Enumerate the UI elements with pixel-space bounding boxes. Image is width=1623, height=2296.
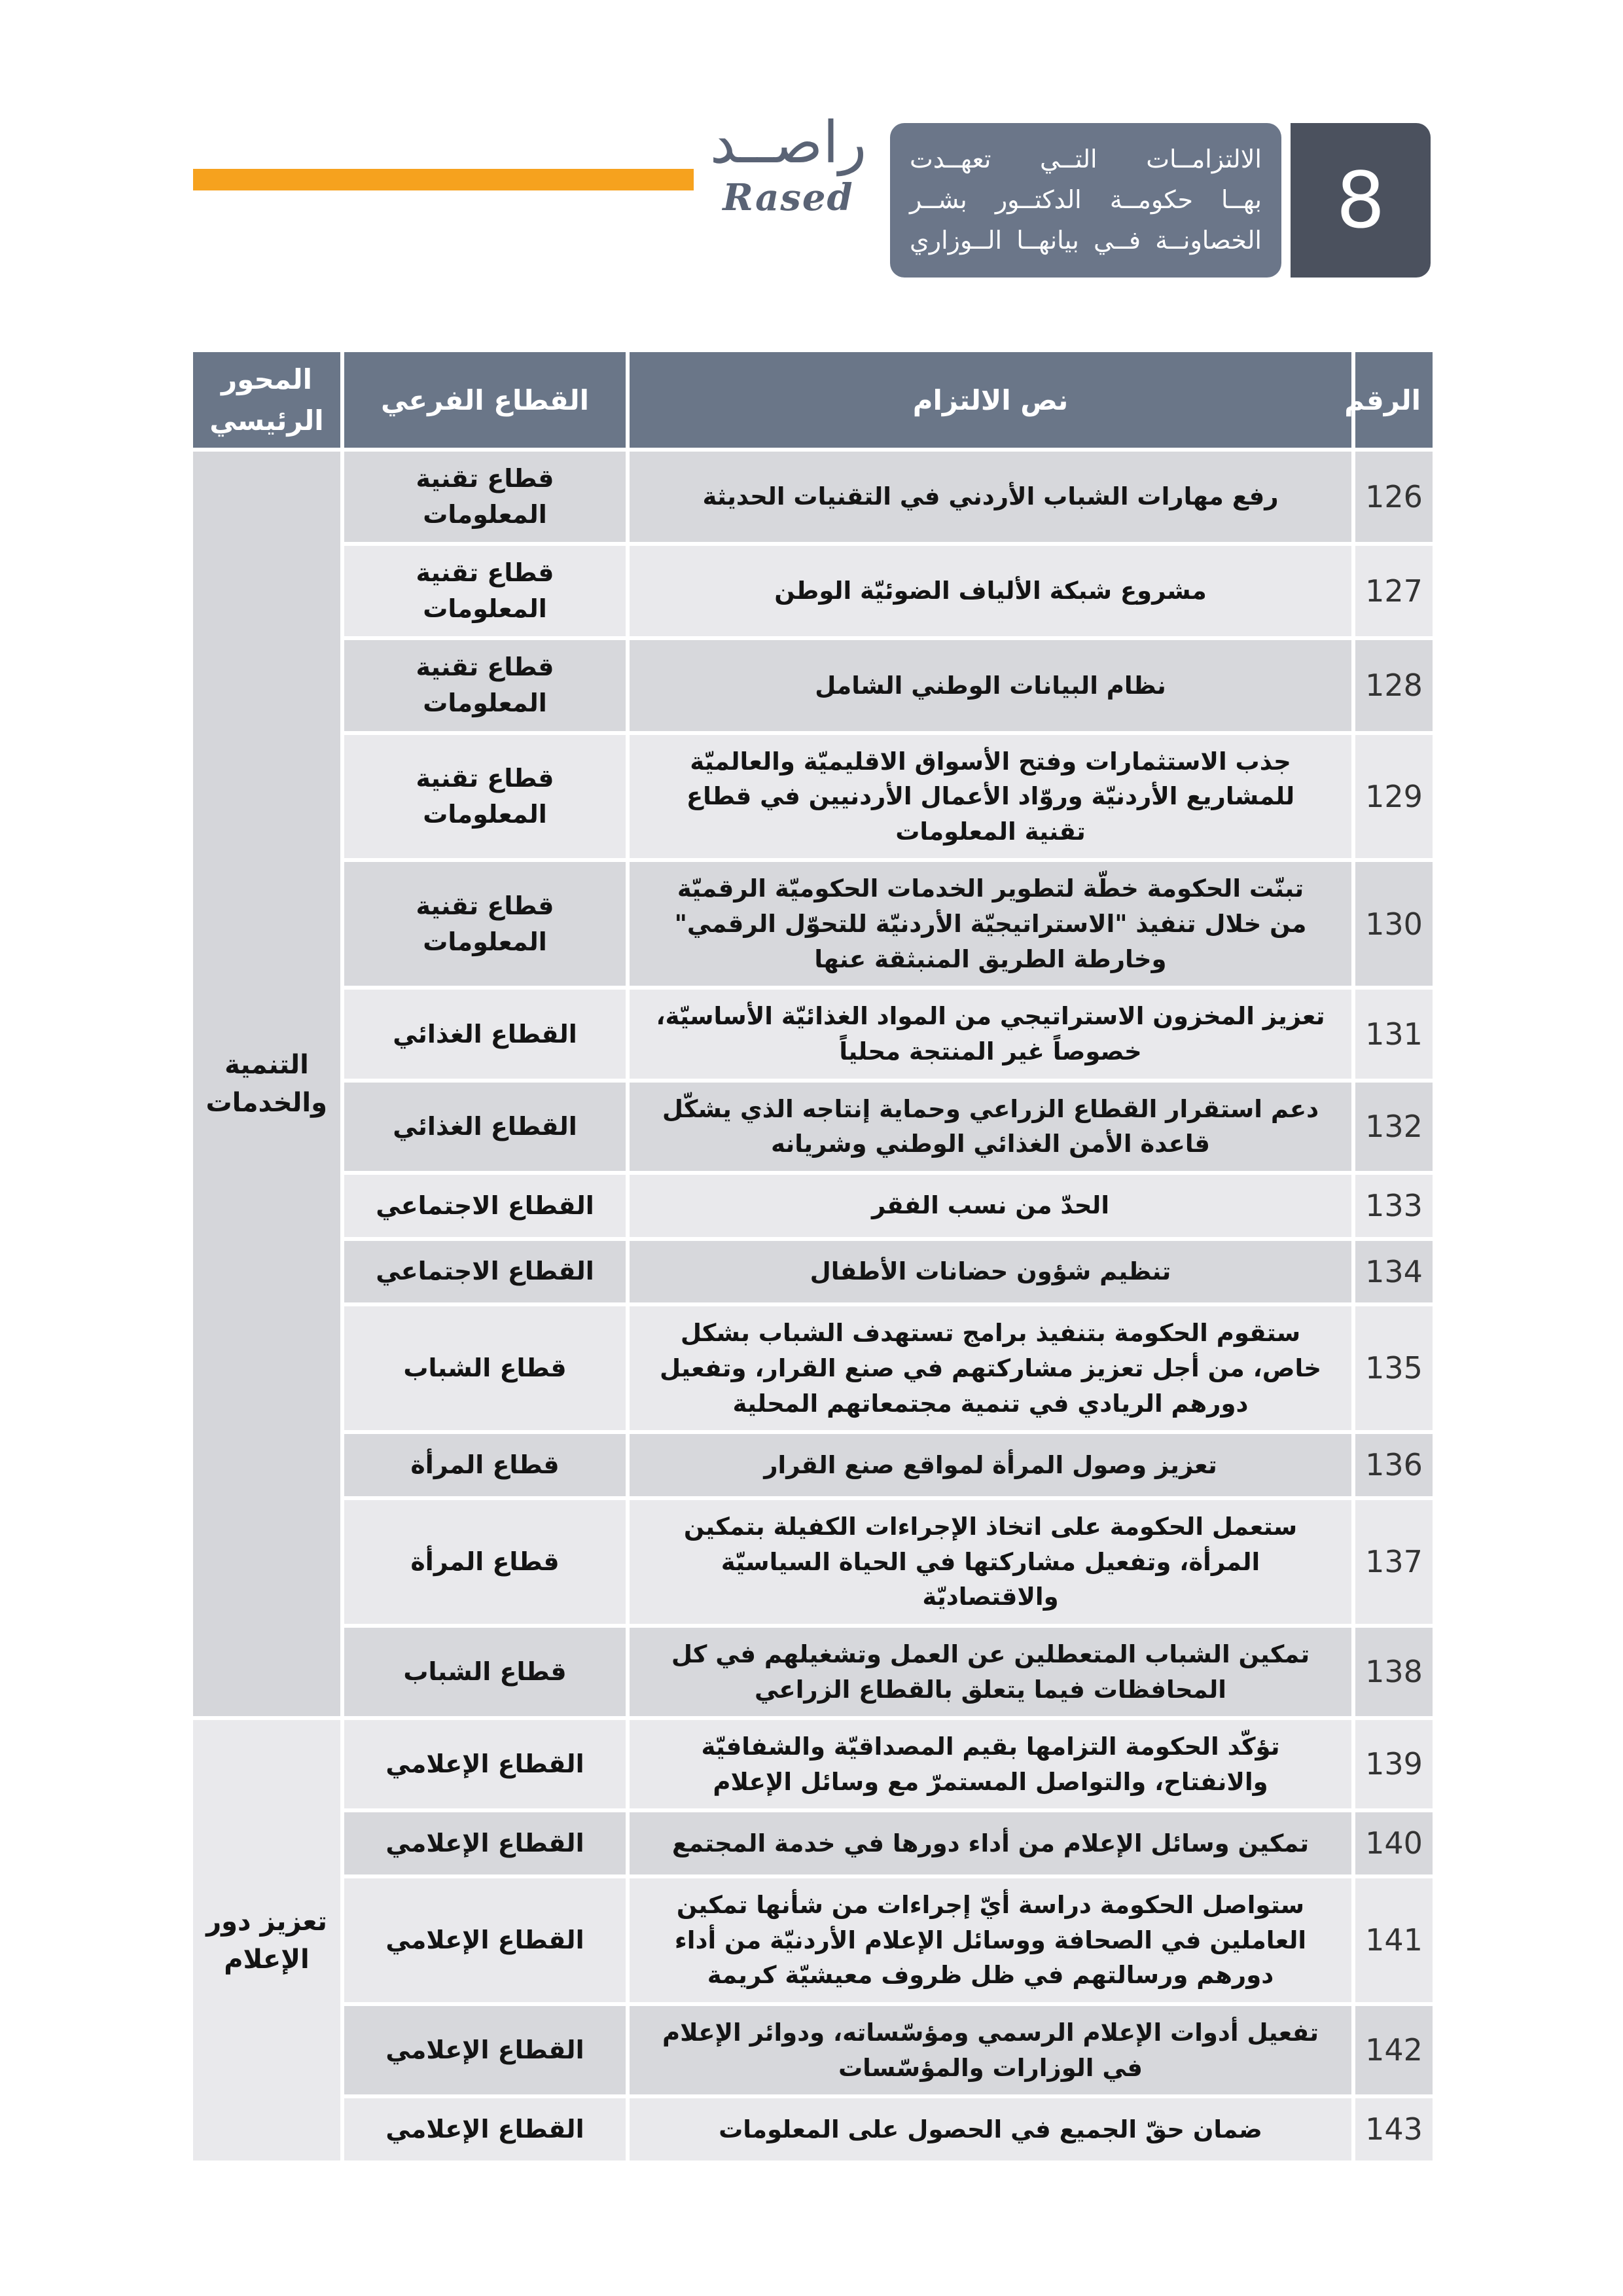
sub-sector-cell: قطاع تقنية المعلومات (344, 862, 626, 986)
title-line-3: الخصاونــة فــي بيانهــا الــوزاري (910, 225, 1262, 255)
row-number-cell: 134 (1355, 1241, 1433, 1303)
commitment-text-cell: تعزيز المخزون الاستراتيجي من المواد الغذائيّة الأساسيّة، خصوصاً غير المنتجة محلياً (630, 990, 1351, 1078)
sub-sector-cell: قطاع تقنية المعلومات (344, 735, 626, 859)
sub-sector-cell: قطاع تقنية المعلومات (344, 546, 626, 636)
table-row (193, 1500, 1433, 1624)
commitment-text-cell: ستعمل الحكومة على اتخاذ الإجراءات الكفيلة بتمكين المرأة، وتفعيل مشاركتها في الحياة السياسيّة والاقتصاديّة (630, 1500, 1351, 1624)
commitment-text-cell: مشروع شبكة الألياف الضوئيّة الوطن (630, 546, 1351, 636)
table-body (193, 452, 1433, 2161)
commitment-text-cell: تمكين وسائل الإعلام من أداء دورها في خدمة المجتمع (630, 1812, 1351, 1874)
row-number-cell: 132 (1355, 1083, 1433, 1171)
row-number-cell: 129 (1355, 735, 1433, 859)
sub-sector-cell: قطاع تقنية المعلومات (344, 640, 626, 730)
table-row (193, 546, 1433, 636)
row-number-cell: 138 (1355, 1628, 1433, 1716)
table-row (193, 1306, 1433, 1430)
row-number-cell: 143 (1355, 2098, 1433, 2161)
commitments-table (189, 348, 1436, 2164)
commitment-text-cell: ضمان حقّ الجميع في الحصول على المعلومات (630, 2098, 1351, 2161)
row-number-cell: 131 (1355, 990, 1433, 1078)
report-title-box (890, 123, 1281, 278)
title-line-1: الالتزامــات التــي تعهــدت (910, 145, 1262, 174)
table-row (193, 1720, 1433, 1808)
main-axis-cell: التنمية والخدمات (193, 452, 340, 1716)
sub-sector-cell: قطاع المرأة (344, 1500, 626, 1624)
sub-sector-cell: القطاع الإعلامي (344, 2006, 626, 2094)
table-row (193, 452, 1433, 542)
commitment-text-cell: نظام البيانات الوطني الشامل (630, 640, 1351, 730)
commitment-text-cell: دعم استقرار القطاع الزراعي وحماية إنتاجه الذي يشكّل قاعدة الأمن الغذائي الوطني وشريانه (630, 1083, 1351, 1171)
sub-sector-cell: القطاع الاجتماعي (344, 1175, 626, 1237)
row-number-cell: 128 (1355, 640, 1433, 730)
accent-bar (193, 169, 694, 190)
row-number-cell: 133 (1355, 1175, 1433, 1237)
commitment-text-cell: جذب الاستثمارات وفتح الأسواق الاقليميّة والعالميّة للمشاريع الأردنيّة وروّاد الأعمال الأردنيين في قطاع تقنية المعلومات (630, 735, 1351, 859)
sub-sector-cell: القطاع الإعلامي (344, 1878, 626, 2002)
rased-logo (695, 111, 882, 219)
row-number-cell: 127 (1355, 546, 1433, 636)
commitment-text-cell: رفع مهارات الشباب الأردني في التقنيات الحديثة (630, 452, 1351, 542)
row-number-cell: 137 (1355, 1500, 1433, 1624)
sub-sector-cell: القطاع الغذائي (344, 1083, 626, 1171)
table-header-row (193, 352, 1433, 448)
commitments-table-wrap (189, 348, 1434, 2164)
table-row (193, 1628, 1433, 1716)
row-number-cell: 141 (1355, 1878, 1433, 2002)
commitment-text-cell: الحدّ من نسب الفقر (630, 1175, 1351, 1237)
commitment-text-cell: تؤكّد الحكومة التزامها بقيم المصداقيّة والشفافيّة والانفتاح، والتواصل المستمرّ مع وسائل الإعلام (630, 1720, 1351, 1808)
main-axis-cell: تعزيز دور الإعلام (193, 1720, 340, 2161)
row-number-cell: 142 (1355, 2006, 1433, 2094)
table-row (193, 990, 1433, 1078)
sub-sector-cell: قطاع تقنية المعلومات (344, 452, 626, 542)
table-row (193, 2006, 1433, 2094)
table-row (193, 735, 1433, 859)
sub-sector-cell: القطاع الإعلامي (344, 2098, 626, 2161)
table-row (193, 1241, 1433, 1303)
column-header-commitment-text: نص الالتزام (630, 352, 1351, 448)
title-line-2: بهــا حكومــة الدكتــور بشــر (910, 185, 1262, 215)
column-header-number: الرقم (1355, 352, 1433, 448)
row-number-cell: 139 (1355, 1720, 1433, 1808)
sub-sector-cell: القطاع الغذائي (344, 990, 626, 1078)
table-row (193, 640, 1433, 730)
commitment-text-cell: تنظيم شؤون حضانات الأطفال (630, 1241, 1351, 1303)
sub-sector-cell: القطاع الإعلامي (344, 1720, 626, 1808)
sub-sector-cell: قطاع المرأة (344, 1434, 626, 1496)
table-row (193, 1878, 1433, 2002)
commitment-text-cell: تعزيز وصول المرأة لمواقع صنع القرار (630, 1434, 1351, 1496)
row-number-cell: 135 (1355, 1306, 1433, 1430)
commitment-text-cell: تفعيل أدوات الإعلام الرسمي ومؤسّساته، ودوائر الإعلام في الوزارات والمؤسّسات (630, 2006, 1351, 2094)
sub-sector-cell: قطاع الشباب (344, 1306, 626, 1430)
row-number-cell: 130 (1355, 862, 1433, 986)
logo-latin-wordmark: Rased (722, 175, 854, 219)
table-row (193, 1083, 1433, 1171)
row-number-cell: 140 (1355, 1812, 1433, 1874)
table-row (193, 1812, 1433, 1874)
commitment-text-cell: تمكين الشباب المتعطلين عن العمل وتشغيلهم في كل المحافظات فيما يتعلق بالقطاع الزراعي (630, 1628, 1351, 1716)
commitment-text-cell: تبنّت الحكومة خطّة لتطوير الخدمات الحكوميّة الرقميّة من خلال تنفيذ "الاستراتيجيّة الأردنيّة للتحوّل الرقمي" وخارطة الطريق المنبثقة عنها (630, 862, 1351, 986)
page-number-box (1291, 123, 1431, 278)
table-row (193, 1434, 1433, 1496)
row-number-cell: 126 (1355, 452, 1433, 542)
column-header-main-axis: المحور الرئيسي (193, 352, 340, 448)
commitment-text-cell: ستواصل الحكومة دراسة أيّ إجراءات من شأنها تمكين العاملين في الصحافة ووسائل الإعلام الأردنيّة من أداء دورهم ورسالتهم في ظل ظروف معيشيّة كريمة (630, 1878, 1351, 2002)
sub-sector-cell: قطاع الشباب (344, 1628, 626, 1716)
table-row (193, 2098, 1433, 2161)
table-row (193, 862, 1433, 986)
sub-sector-cell: القطاع الاجتماعي (344, 1241, 626, 1303)
commitment-text-cell: ستقوم الحكومة بتنفيذ برامج تستهدف الشباب بشكل خاص، من أجل تعزيز مشاركتهم في صنع القرار، وتفعيل دورهم الريادي في تنمية مجتمعاتهم المحلية (630, 1306, 1351, 1430)
logo-arabic-wordmark: راصــد (709, 109, 867, 176)
row-number-cell: 136 (1355, 1434, 1433, 1496)
column-header-sub-sector: القطاع الفرعي (344, 352, 626, 448)
table-row (193, 1175, 1433, 1237)
sub-sector-cell: القطاع الإعلامي (344, 1812, 626, 1874)
page-number: 8 (1336, 155, 1385, 245)
